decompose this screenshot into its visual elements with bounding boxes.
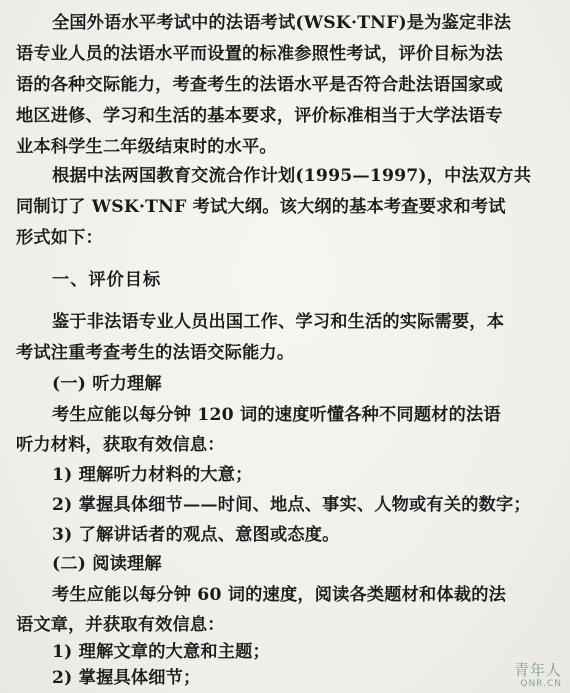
paragraph-3-line-1: 鉴于非法语专业人员出国工作、学习和生活的实际需要，本 (52, 312, 505, 332)
listening-item-3: 3) 了解讲话者的观点、意图或态度。 (52, 525, 340, 545)
paragraph-1-line-4: 地区进修、学习和生活的基本要求，评价标准相当于大学法语专 (16, 106, 503, 126)
subheading-reading: (二) 阅读理解 (52, 554, 162, 574)
paragraph-5-line-2: 语文章，并获取有效信息： (16, 615, 225, 635)
reading-item-2: 2) 掌握具体细节； (52, 668, 201, 688)
paragraph-2-line-1: 根据中法两国教育交流合作计划(1995—1997)，中法双方共 (52, 166, 532, 186)
section-heading-evaluation-goals: 一、评价目标 (52, 270, 162, 290)
paragraph-2-line-2: 同制订了 WSK·TNF 考试大纲。该大纲的基本考查要求和考试 (16, 197, 506, 217)
paragraph-5-line-1: 考生应能以每分钟 60 词的速度，阅读各类题材和体裁的法 (52, 585, 506, 605)
watermark-domain: QNR.CN (520, 679, 562, 689)
paragraph-2-line-3: 形式如下： (16, 228, 103, 248)
paragraph-1-line-1: 全国外语水平考试中的法语考试(WSK·TNF)是为鉴定非法 (52, 13, 512, 33)
watermark-text: 青年人 (513, 661, 562, 679)
reading-item-1: 1) 理解文章的大意和主题； (52, 642, 270, 662)
paragraph-4-line-1: 考生应能以每分钟 120 词的速度听懂各种不同题材的法语 (52, 405, 501, 425)
subheading-listening: (一) 听力理解 (52, 374, 162, 394)
paragraph-1-line-3: 语的各种交际能力，考查考生的法语水平是否符合赴法语国家或 (16, 75, 503, 95)
paragraph-3-line-2: 考试注重考查考生的法语交际能力。 (16, 343, 295, 363)
listening-item-2: 2) 掌握具体细节——时间、地点、事实、人物或有关的数字； (52, 495, 531, 515)
listening-item-1: 1) 理解听力材料的大意； (52, 465, 253, 485)
paragraph-1-line-5: 业本科学生二年级结束时的水平。 (16, 137, 277, 157)
paragraph-4-line-2: 听力材料，获取有效信息： (16, 435, 225, 455)
paragraph-1-line-2: 语专业人员的法语水平而设置的标准参照性考试，评价目标为法 (16, 44, 503, 64)
site-watermark (514, 662, 562, 689)
